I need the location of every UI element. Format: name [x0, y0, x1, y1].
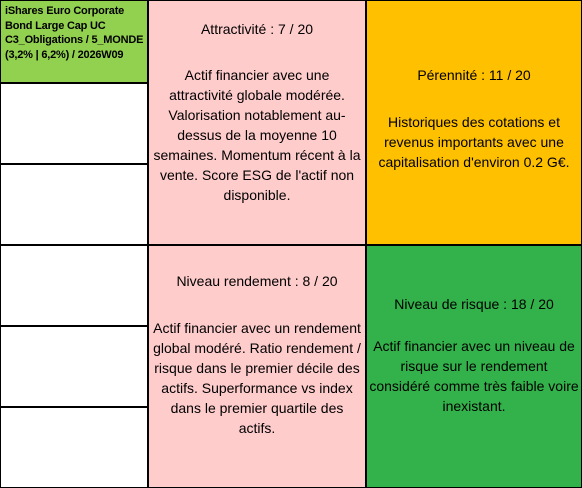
- perennite-panel: [366, 0, 582, 245]
- fund-category-line: C3_Obligations / 5_MONDE: [5, 34, 144, 46]
- blank-cell-4: [0, 326, 148, 407]
- perennite-score: Pérennité : 11 / 20: [417, 67, 531, 83]
- fund-name-line1: iShares Euro Corporate: [5, 5, 125, 17]
- rendement-description: Actif financier avec un rendement global modéré. Ratio rendement / risque dans le premier décile des actifs. Superformance vs index dans le premier quartile des actifs.: [153, 320, 361, 436]
- fund-stats-line: (3,2% | 6,2%) / 2026W09: [5, 48, 124, 61]
- rendement-score: Niveau rendement : 8 / 20: [176, 273, 338, 289]
- blank-cell-3: [0, 245, 148, 326]
- fund-title-cell: [0, 0, 148, 83]
- attractivite-description: Actif financier avec une attractivité globale modérée. Valorisation notablement au-dessus de la moyenne 10 semaines. Momentum récent à la vente. Score ESG de l'actif non disponible.: [153, 67, 361, 203]
- rendement-panel: [148, 245, 366, 488]
- risque-description: Actif financier avec un niveau de risque sur le rendement considéré comme très faible voire inexistant.: [369, 338, 579, 414]
- risque-panel: [366, 245, 582, 488]
- blank-cell-1: [0, 83, 148, 164]
- attractivite-panel: [148, 0, 366, 245]
- blank-cell-5: [0, 407, 148, 488]
- risque-score: Niveau de risque : 18 / 20: [394, 296, 554, 312]
- blank-cell-2: [0, 164, 148, 245]
- attractivite-score: Attractivité : 7 / 20: [200, 21, 314, 37]
- perennite-description: Historiques des cotations et revenus importants avec une capitalisation d'environ 0.2 G€.: [378, 114, 570, 170]
- fund-name-line2: Bond Large Cap UC: [5, 19, 106, 32]
